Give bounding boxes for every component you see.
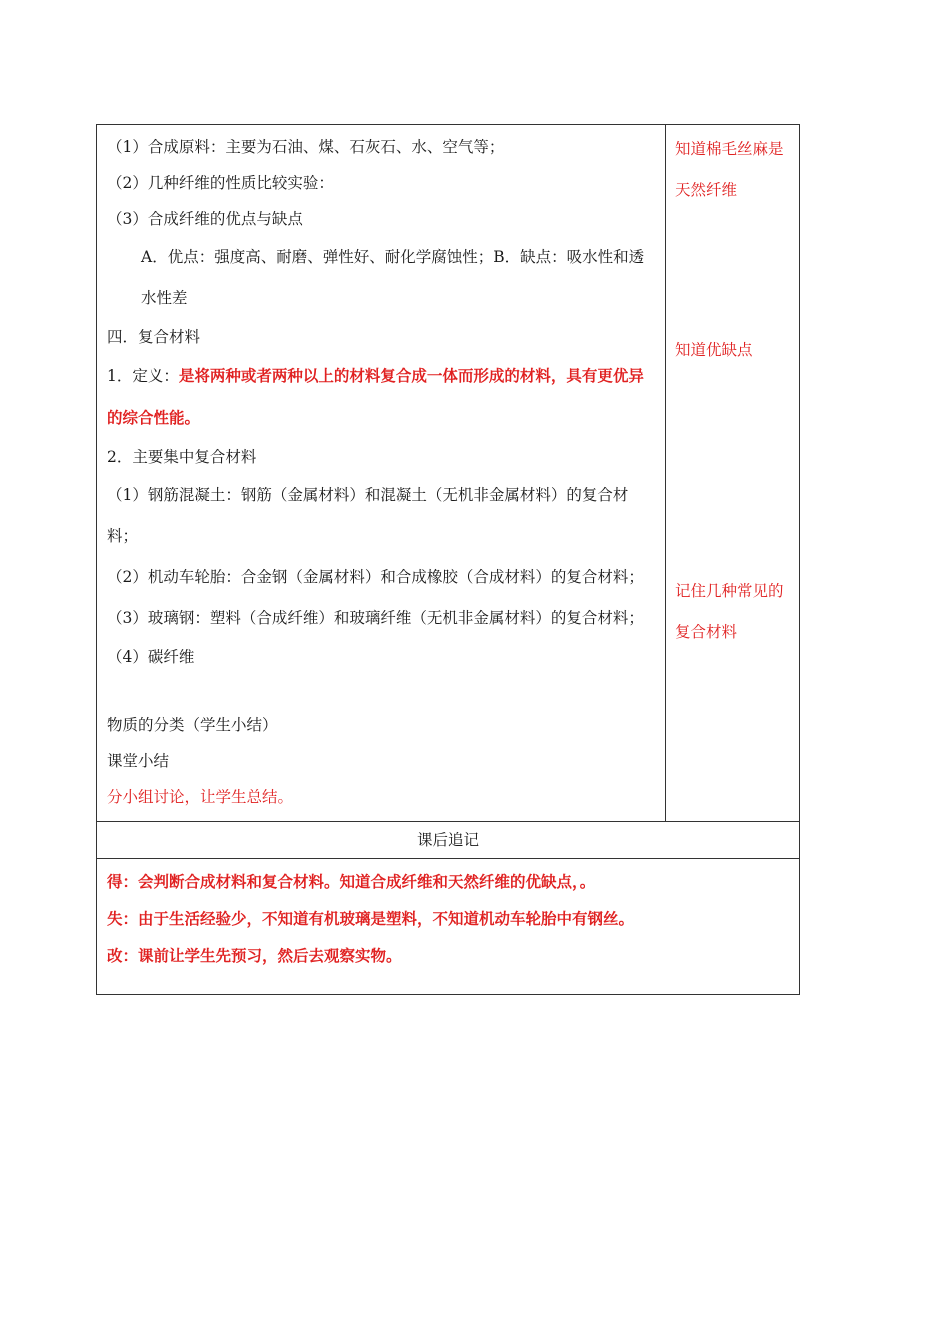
reflection-header-row: [97, 822, 800, 859]
line-vehicle-tire: （2）机动车轮胎：合金钢（金属材料）和合成橡胶（合成材料）的复合材料；: [107, 568, 644, 586]
reflection-loss: 失：由于生活经验少，不知道有机玻璃是塑料，不知道机动车轮胎中有钢丝。: [107, 909, 635, 928]
line-definition: [107, 355, 657, 439]
note-pros-cons: 知道优缺点: [675, 341, 753, 359]
line-reinforced-concrete: （1）钢筋混凝土：钢筋（金属材料）和混凝土（无机非金属材料）的复合材料；: [107, 486, 629, 545]
spacer: [675, 211, 795, 330]
teaching-notes-cell: [666, 125, 800, 822]
line-group-discussion: 分小组讨论，让学生总结。: [107, 788, 294, 806]
definition-label: 1．定义：: [107, 367, 179, 385]
main-content-cell: [97, 125, 666, 822]
line-composite-types: 2．主要集中复合材料: [107, 448, 257, 466]
spacer: [107, 675, 657, 707]
note-natural-fibers: 知道棉毛丝麻是天然纤维: [675, 140, 784, 199]
reflection-content: [97, 859, 800, 995]
line-pros-cons: A．优点：强度高、耐磨、弹性好、耐化学腐蚀性；B．缺点：吸水性和透水性差: [141, 248, 645, 307]
lesson-plan-sheet: [96, 124, 784, 995]
lesson-table: [96, 124, 800, 995]
reflection-header: 课后追记: [97, 822, 800, 859]
definition-text: 是将两种或者两种以上的材料复合成一体而形成的材料，具有更优异的综合性能。: [107, 366, 644, 427]
reflection-gain: 得：会判断合成材料和复合材料。知道合成纤维和天然纤维的优缺点，。: [107, 872, 596, 891]
line-fiber-comparison: （2）几种纤维的性质比较实验：: [107, 174, 334, 192]
content-row: [97, 125, 800, 822]
line-class-summary: 课堂小结: [107, 752, 170, 770]
line-synthetic-raw-materials: （1）合成原料：主要为石油、煤、石灰石、水、空气等；: [107, 138, 505, 156]
reflection-row: [97, 859, 800, 995]
note-composite-materials: 记住几种常见的复合材料: [675, 582, 784, 641]
spacer: [675, 371, 795, 571]
line-pros-cons-heading: （3）合成纤维的优点与缺点: [107, 210, 303, 228]
line-classification-summary: 物质的分类（学生小结）: [107, 716, 278, 734]
line-carbon-fiber: （4）碳纤维: [107, 648, 195, 666]
section-composite-materials: 四．复合材料: [107, 328, 201, 346]
reflection-improve: 改：课前让学生先预习，然后去观察实物。: [107, 946, 402, 965]
line-fiberglass: （3）玻璃钢：塑料（合成纤维）和玻璃纤维（无机非金属材料）的复合材料；: [107, 609, 644, 627]
